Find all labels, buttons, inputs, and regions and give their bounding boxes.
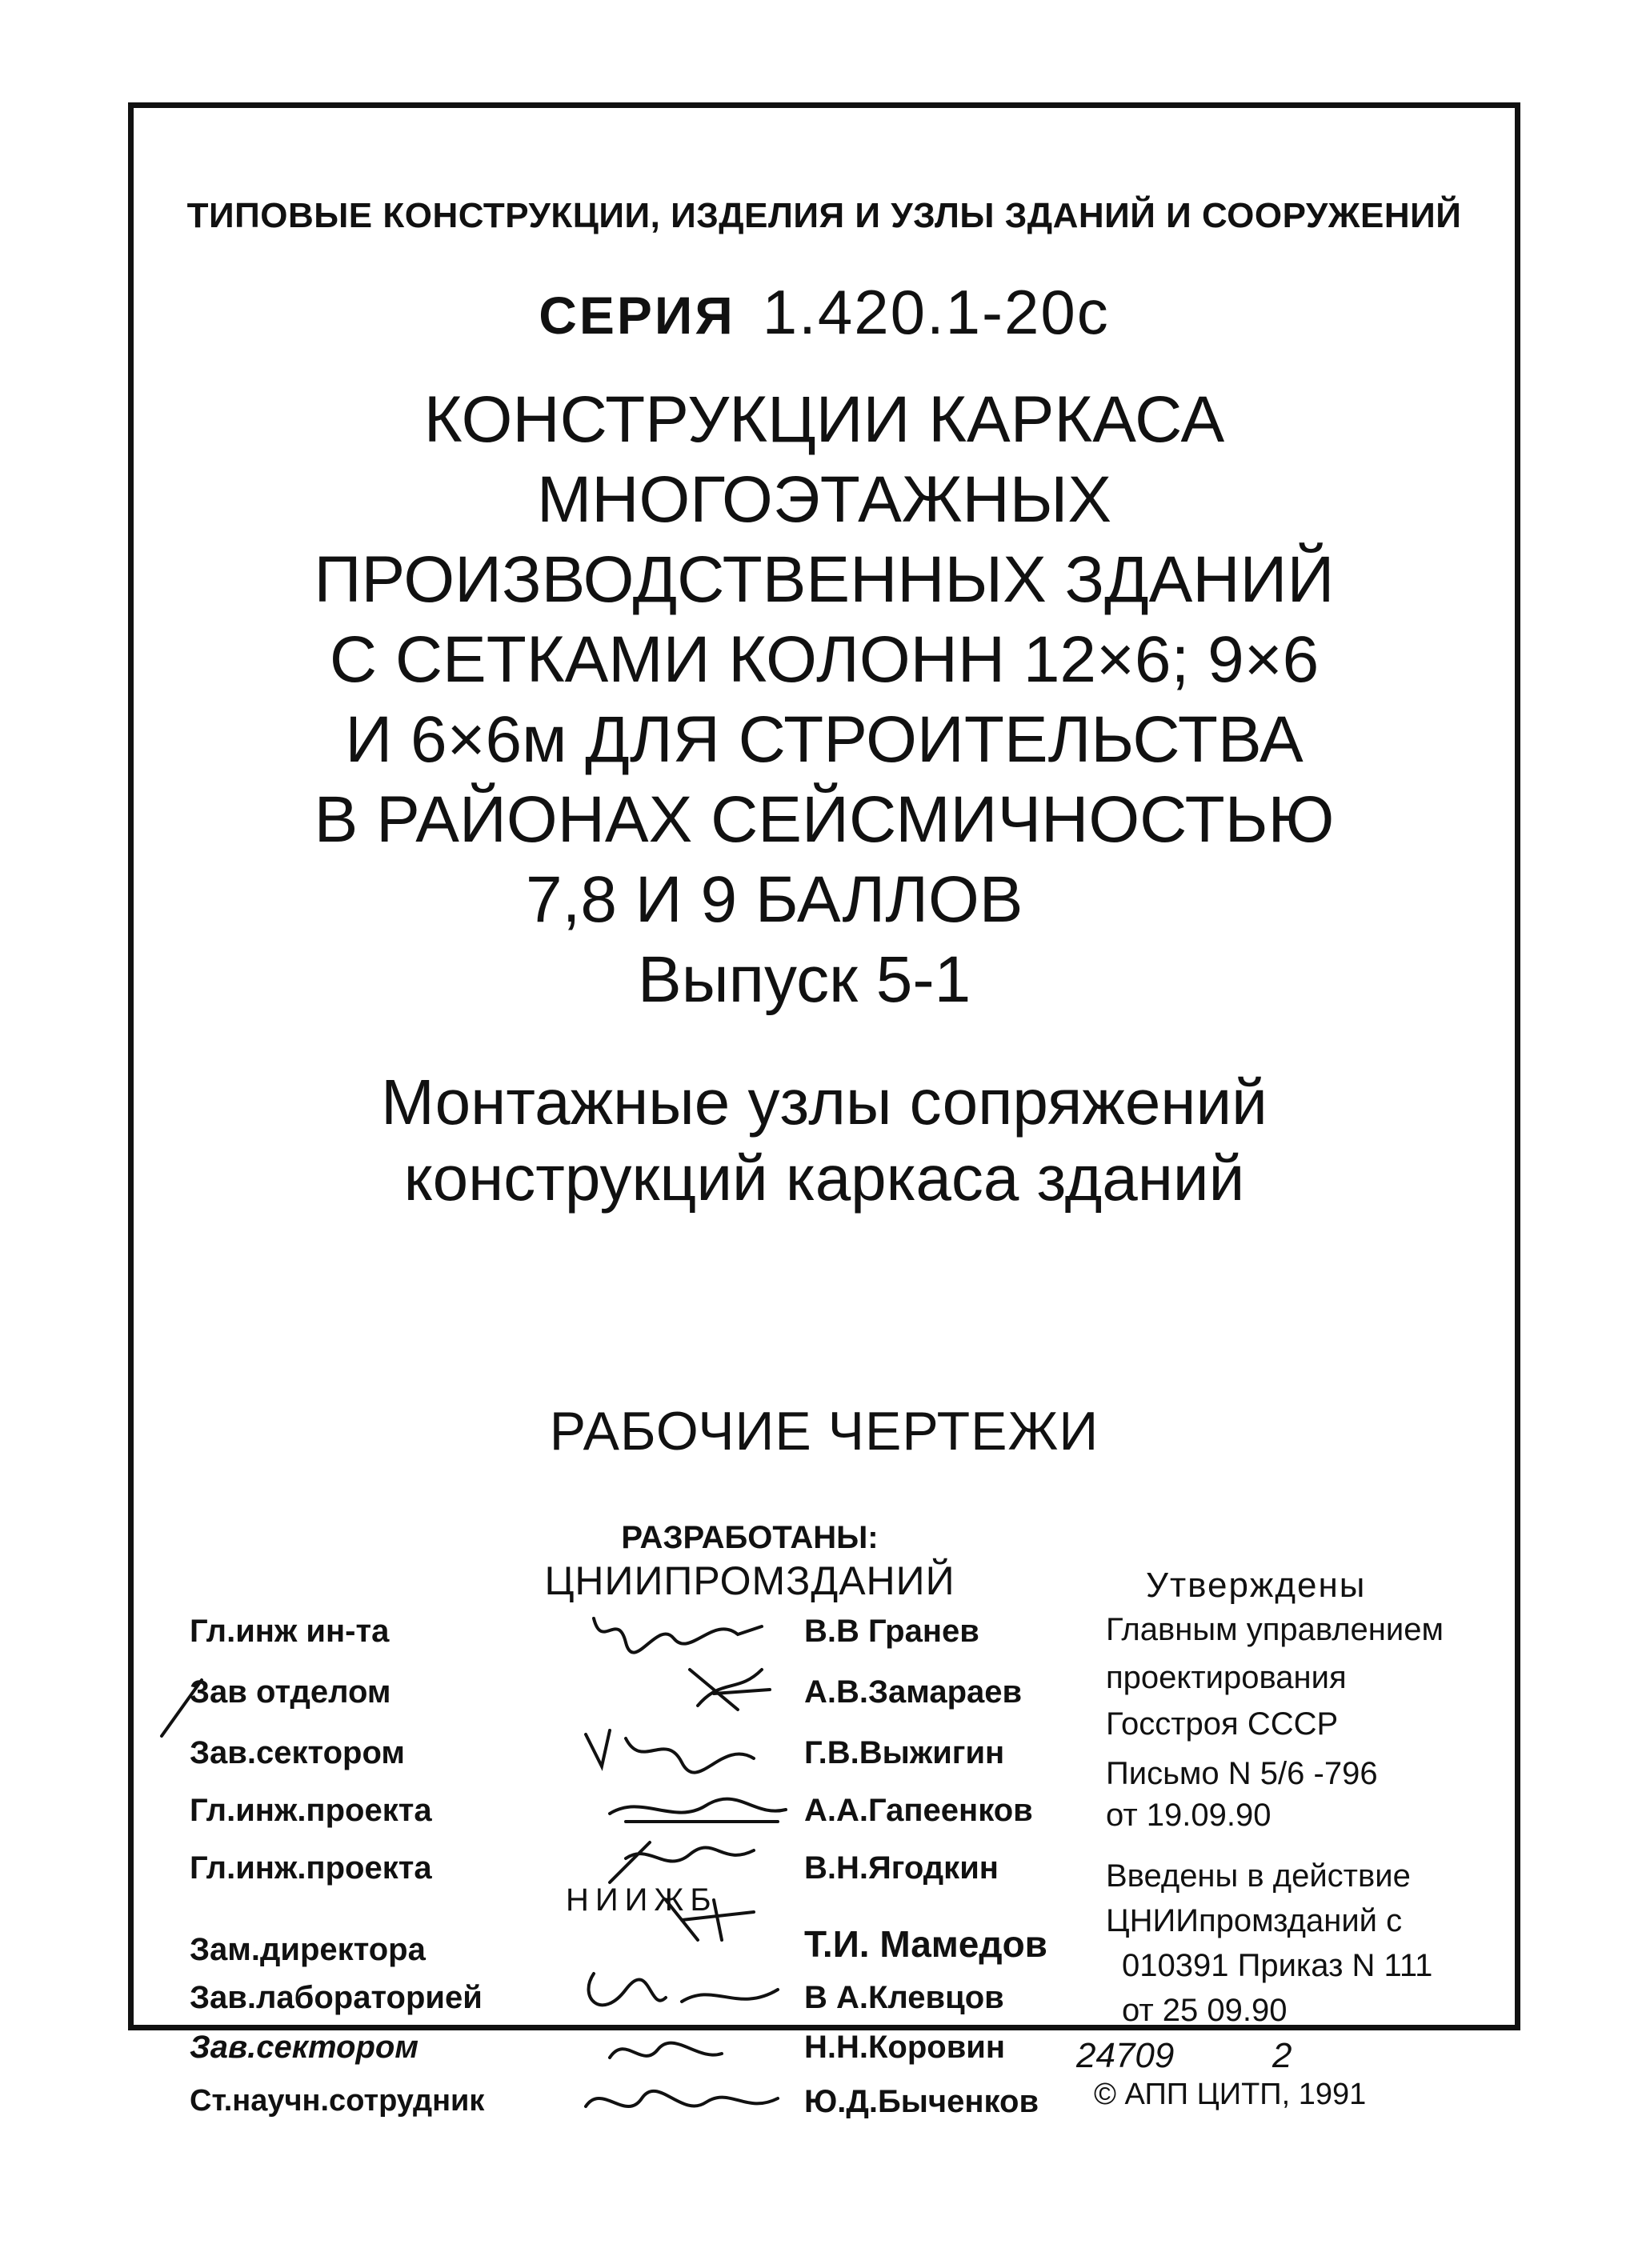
title-line-3: ПРОИЗВОДСТВЕННЫХ ЗДАНИЙ bbox=[314, 543, 1335, 616]
subtitle-line-1: Монтажные узлы сопряжений bbox=[381, 1066, 1268, 1138]
signature-3 bbox=[578, 1722, 802, 1778]
approval-line-7: Введены в действие bbox=[1106, 1858, 1411, 1894]
page-number: 2 bbox=[1272, 2036, 1292, 2075]
collection-heading: ТИПОВЫЕ КОНСТРУКЦИИ, ИЗДЕЛИЯ И УЗЛЫ ЗДАНИЙ И СООРУЖЕНИЙ bbox=[186, 196, 1462, 235]
approval-line-10: от 25 09.90 bbox=[1122, 1993, 1288, 2028]
name-1: В.В Гранев bbox=[804, 1614, 979, 1649]
approval-line-9: 010391 Приказ N 111 bbox=[1122, 1948, 1433, 1983]
role-3: Зав.сектором bbox=[190, 1735, 405, 1770]
role-2: Зав отделом bbox=[190, 1674, 391, 1710]
inventory-number: 24709 bbox=[1076, 2036, 1175, 2075]
approval-line-3: проектирования bbox=[1106, 1660, 1347, 1695]
margin-tick-mark bbox=[158, 1676, 206, 1740]
signature-9 bbox=[578, 2074, 802, 2130]
signature-1 bbox=[578, 1602, 802, 1658]
name-3: Г.В.Выжигин bbox=[804, 1735, 1005, 1770]
name-6: Т.И. Мамедов bbox=[804, 1923, 1047, 1965]
developed-by-label: РАЗРАБОТАНЫ: bbox=[621, 1520, 879, 1555]
name-7: В А.Клевцов bbox=[804, 1980, 1004, 2015]
signature-4 bbox=[578, 1782, 802, 1838]
approval-line-1: Утверждены bbox=[1146, 1566, 1367, 1605]
series-number: 1.420.1-20с bbox=[762, 277, 1110, 347]
signature-7 bbox=[578, 1966, 802, 2022]
working-drawings-title: РАБОЧИЕ ЧЕРТЕЖИ bbox=[549, 1401, 1099, 1462]
title-line-4: С СЕТКАМИ КОЛОНН 12×6; 9×6 bbox=[329, 623, 1320, 696]
role-1: Гл.инж ин-та bbox=[190, 1614, 390, 1649]
series-label: СЕРИЯ bbox=[539, 286, 735, 345]
developer-org-2: НИИЖБ bbox=[566, 1882, 718, 1918]
approval-line-4: Госстроя СССР bbox=[1106, 1706, 1339, 1742]
approval-line-2: Главным управлением bbox=[1106, 1612, 1444, 1647]
role-8: Зав.сектором bbox=[190, 2030, 419, 2065]
approval-line-6: от 19.09.90 bbox=[1106, 1798, 1272, 1833]
title-line-7: 7,8 И 9 БАЛЛОВ bbox=[526, 863, 1023, 936]
approval-line-5: Письмо N 5/6 -796 bbox=[1106, 1756, 1378, 1791]
title-line-1: КОНСТРУКЦИИ КАРКАСА bbox=[423, 383, 1225, 456]
subtitle-line-2: конструкций каркаса зданий bbox=[403, 1142, 1245, 1214]
role-4: Гл.инж.проекта bbox=[190, 1793, 432, 1828]
developer-org: ЦНИИПРОМЗДАНИЙ bbox=[544, 1558, 955, 1603]
role-9: Ст.научн.сотрудник bbox=[190, 2084, 485, 2118]
copyright: © АПП ЦИТП, 1991 bbox=[1094, 2078, 1367, 2111]
series-line bbox=[134, 276, 1515, 349]
signature-8 bbox=[578, 2022, 802, 2078]
issue-number: Выпуск 5-1 bbox=[638, 943, 971, 1016]
title-line-5: И 6×6м ДЛЯ СТРОИТЕЛЬСТВА bbox=[345, 703, 1304, 776]
name-2: А.В.Замараев bbox=[804, 1674, 1023, 1710]
name-4: А.А.Гапеенков bbox=[804, 1793, 1033, 1828]
signature-5 bbox=[578, 1834, 802, 1890]
name-5: В.Н.Ягодкин bbox=[804, 1850, 999, 1886]
role-5: Гл.инж.проекта bbox=[190, 1850, 432, 1886]
role-6: Зам.директора bbox=[190, 1932, 426, 1967]
approval-line-8: ЦНИИпромзданий с bbox=[1106, 1903, 1403, 1938]
signature-2 bbox=[578, 1662, 802, 1718]
name-8: Н.Н.Коровин bbox=[804, 2030, 1006, 2065]
title-line-6: В РАЙОНАХ СЕЙСМИЧНОСТЬЮ bbox=[314, 783, 1335, 856]
name-9: Ю.Д.Быченков bbox=[804, 2084, 1039, 2119]
title-line-2: МНОГОЭТАЖНЫХ bbox=[536, 463, 1112, 536]
role-7: Зав.лабораторией bbox=[190, 1980, 483, 2015]
signature-6 bbox=[578, 1892, 802, 1948]
